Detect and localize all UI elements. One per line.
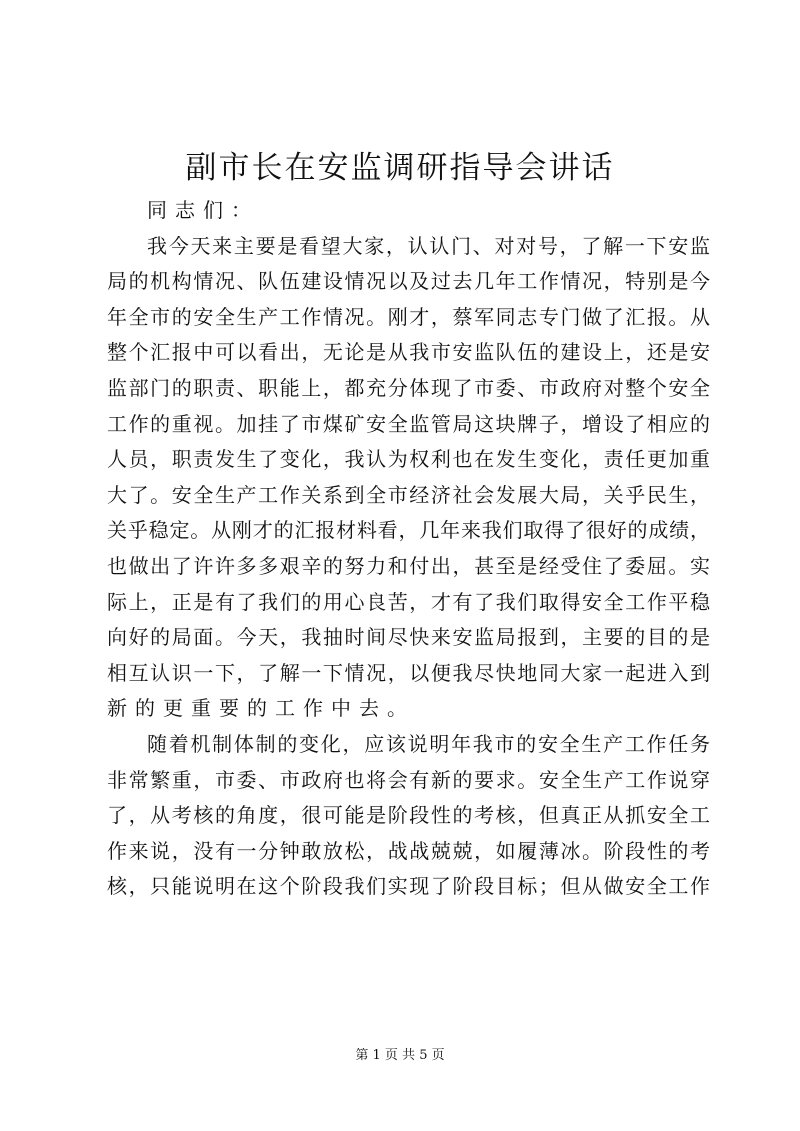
- document-body: [107, 193, 710, 905]
- paragraph-line: 监部门的职责、职能上，都充分体现了市委、市政府对整个安全: [107, 375, 710, 400]
- document-title: 副市长在安监调研指导会讲话: [185, 150, 615, 186]
- paragraph-line: 大了。安全生产工作关系到全市经济社会发展大局，关乎民生，: [107, 482, 710, 507]
- paragraph-line: 随着机制体制的变化，应该说明年我市的安全生产工作任务: [147, 731, 710, 756]
- paragraph-line: 局的机构情况、队伍建设情况以及过去几年工作情况，特别是今: [107, 269, 710, 294]
- paragraph-line: 也做出了许许多多艰辛的努力和付出，甚至是经受住了委屈。实: [107, 553, 710, 578]
- paragraph-line: 整个汇报中可以看出，无论是从我市安监队伍的建设上，还是安: [107, 340, 710, 365]
- paragraph-line: 新的更重要的工作中去。: [107, 696, 415, 721]
- paragraph-line: 人员，职责发生了变化，我认为权利也在发生变化，责任更加重: [107, 447, 710, 472]
- paragraph-line: 相互认识一下，了解一下情况，以便我尽快地同大家一起进入到: [107, 660, 710, 685]
- paragraph-line: 关乎稳定。从刚才的汇报材料看，几年来我们取得了很好的成绩，: [107, 518, 710, 543]
- page-footer: 第 1 页 共 5 页: [355, 1048, 445, 1063]
- paragraph-line: 作来说，没有一分钟敢放松，战战兢兢，如履薄冰。阶段性的考: [107, 838, 710, 863]
- paragraph-line: 年全市的安全生产工作情况。刚才，蔡军同志专门做了汇报。从: [107, 304, 710, 329]
- paragraph-line: 向好的局面。今天，我抽时间尽快来安监局报到，主要的目的是: [107, 625, 710, 650]
- paragraph-line: 工作的重视。加挂了市煤矿安全监管局这块牌子，增设了相应的: [107, 411, 710, 436]
- paragraph-line: 同志们：: [147, 198, 259, 222]
- paragraph-line: 际上，正是有了我们的用心良苦，才有了我们取得安全工作平稳: [107, 589, 710, 614]
- paragraph-line: 了，从考核的角度，很可能是阶段性的考核，但真正从抓安全工: [107, 803, 710, 828]
- paragraph-line: 我今天来主要是看望大家，认认门、对对号，了解一下安监: [147, 233, 710, 258]
- paragraph-line: 非常繁重，市委、市政府也将会有新的要求。安全生产工作说穿: [107, 767, 710, 792]
- paragraph-line: 核，只能说明在这个阶段我们实现了阶段目标；但从做安全工作: [107, 874, 710, 899]
